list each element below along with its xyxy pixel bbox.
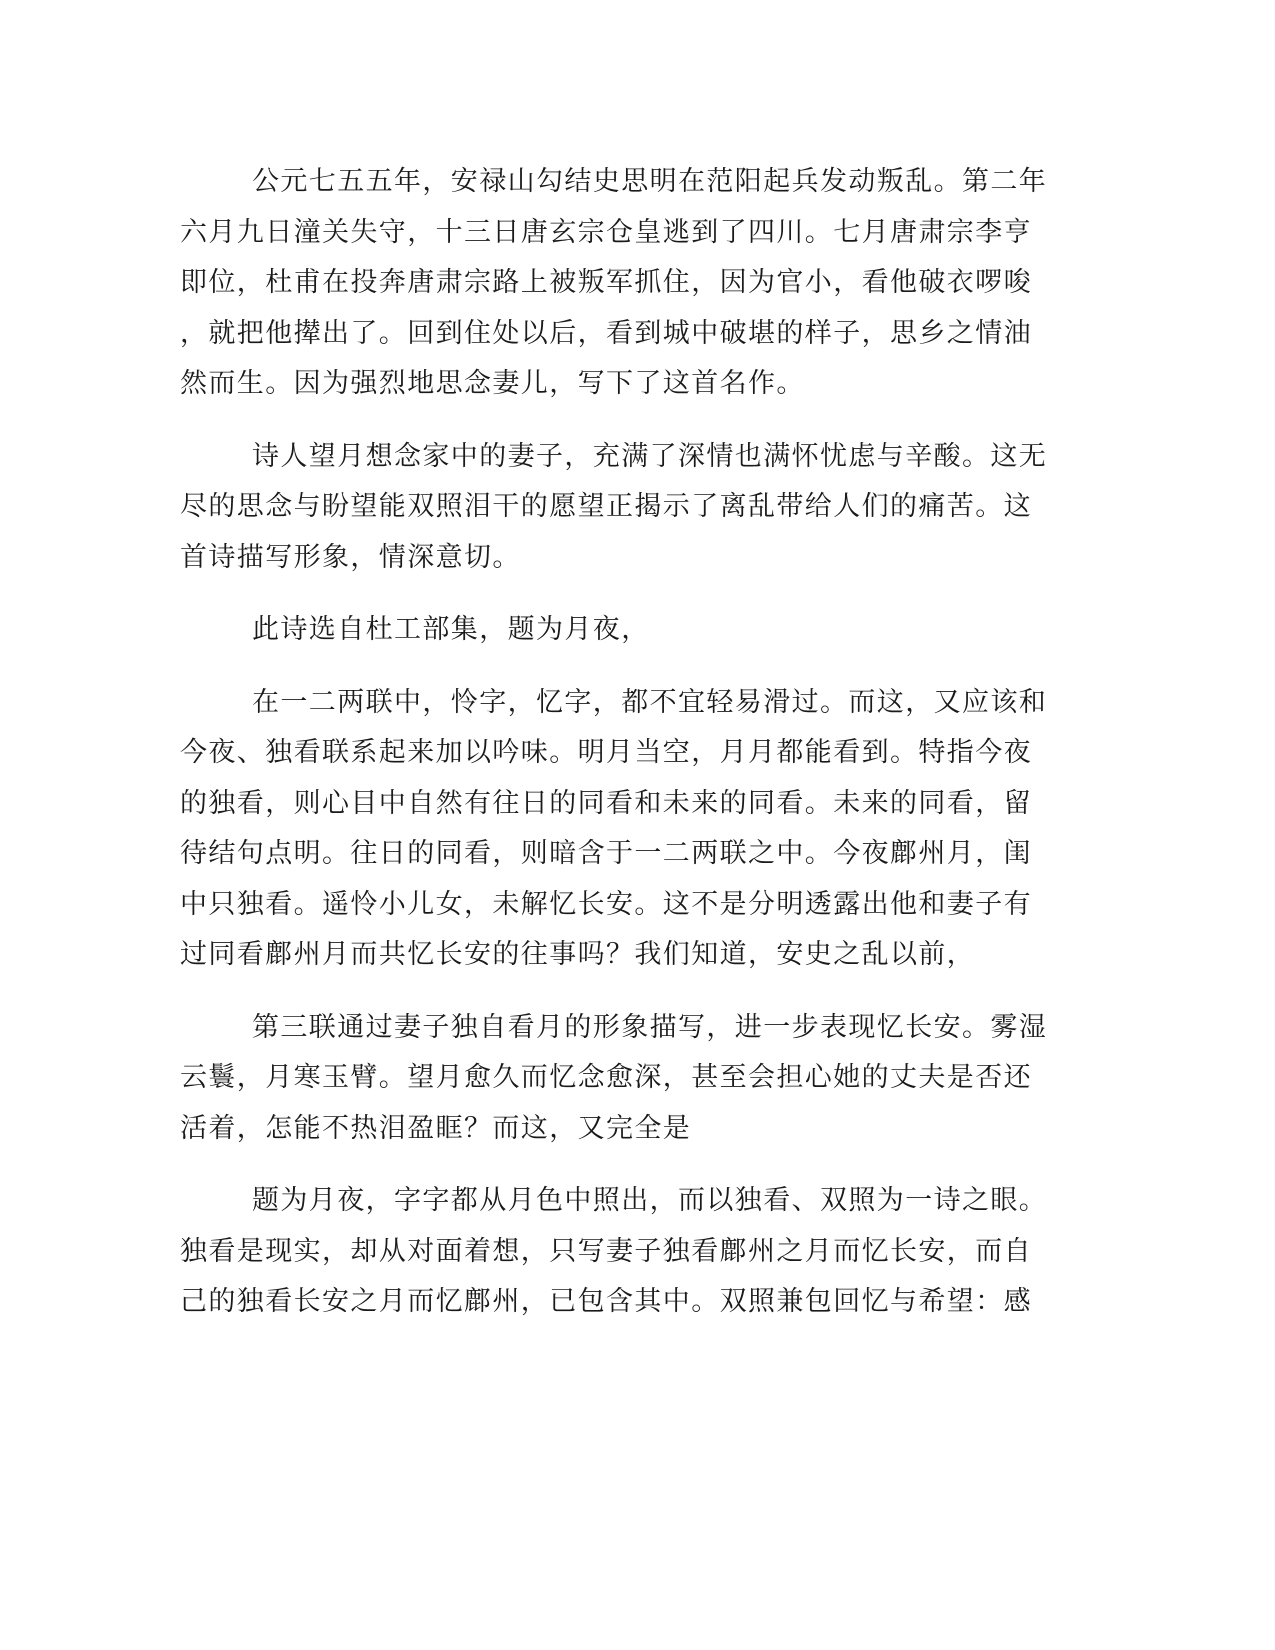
paragraph-line: 中只独看。遥怜小儿女，未解忆长安。这不是分明透露出他和妻子有	[180, 888, 1032, 920]
paragraph-line: 活着，怎能不热泪盈眶？而这，又完全是	[180, 1112, 692, 1144]
paragraph-line: 首诗描写形象，情深意切。	[180, 541, 521, 573]
paragraph-5	[180, 1003, 1048, 1155]
document-page	[180, 157, 1048, 1328]
paragraph-line: 今夜、独看联系起来加以吟味。明月当空，月月都能看到。特指今夜	[180, 737, 1032, 768]
paragraph-line: 即位，杜甫在投奔唐肃宗路上被叛军抓住，因为官小，看他破衣啰唆	[180, 267, 1032, 298]
paragraph-2	[180, 432, 1048, 584]
paragraph-line: 己的独看长安之月而忆鄜州，已包含其中。双照兼包回忆与希望：感	[180, 1286, 1032, 1317]
paragraph-line: 过同看鄜州月而共忆长安的往事吗？我们知道，安史之乱以前，	[180, 939, 976, 970]
paragraph-line: 公元七五五年，安禄山勾结史思明在范阳起兵发动叛乱。第二年	[252, 166, 1048, 197]
paragraph-line: 六月九日潼关失守，十三日唐玄宗仓皇逃到了四川。七月唐肃宗李亨	[180, 216, 1032, 248]
paragraph-line: 待结句点明。往日的同看，则暗含于一二两联之中。今夜鄜州月，闺	[180, 838, 1032, 869]
paragraph-6	[180, 1176, 1048, 1328]
paragraph-4	[180, 678, 1048, 981]
paragraph-line: ，就把他撵出了。回到住处以后，看到城中破堪的样子，思乡之情油	[180, 317, 1032, 349]
paragraph-line: 的独看，则心目中自然有往日的同看和未来的同看。未来的同看，留	[180, 787, 1032, 819]
paragraph-line: 尽的思念与盼望能双照泪干的愿望正揭示了离乱带给人们的痛苦。这	[180, 491, 1032, 522]
paragraph-3	[180, 605, 1030, 656]
paragraph-1	[180, 157, 1048, 410]
paragraph-line: 第三联通过妻子独自看月的形象描写，进一步表现忆长安。雾湿	[252, 1011, 1048, 1043]
paragraph-line: 在一二两联中，怜字，忆字，都不宜轻易滑过。而这，又应该和	[252, 686, 1048, 718]
paragraph-line: 独看是现实，却从对面着想，只写妻子独看鄜州之月而忆长安，而自	[180, 1235, 1032, 1267]
paragraph-line: 然而生。因为强烈地思念妻儿，写下了这首名作。	[180, 368, 805, 399]
paragraph-line: 此诗选自杜工部集，题为月夜，	[252, 614, 650, 645]
paragraph-line: 诗人望月想念家中的妻子，充满了深情也满怀忧虑与辛酸。这无	[252, 440, 1048, 472]
paragraph-line: 云鬟，月寒玉臂。望月愈久而忆念愈深，甚至会担心她的丈夫是否还	[180, 1062, 1032, 1093]
paragraph-line: 题为月夜，字字都从月色中照出，而以独看、双照为一诗之眼。	[252, 1185, 1048, 1216]
